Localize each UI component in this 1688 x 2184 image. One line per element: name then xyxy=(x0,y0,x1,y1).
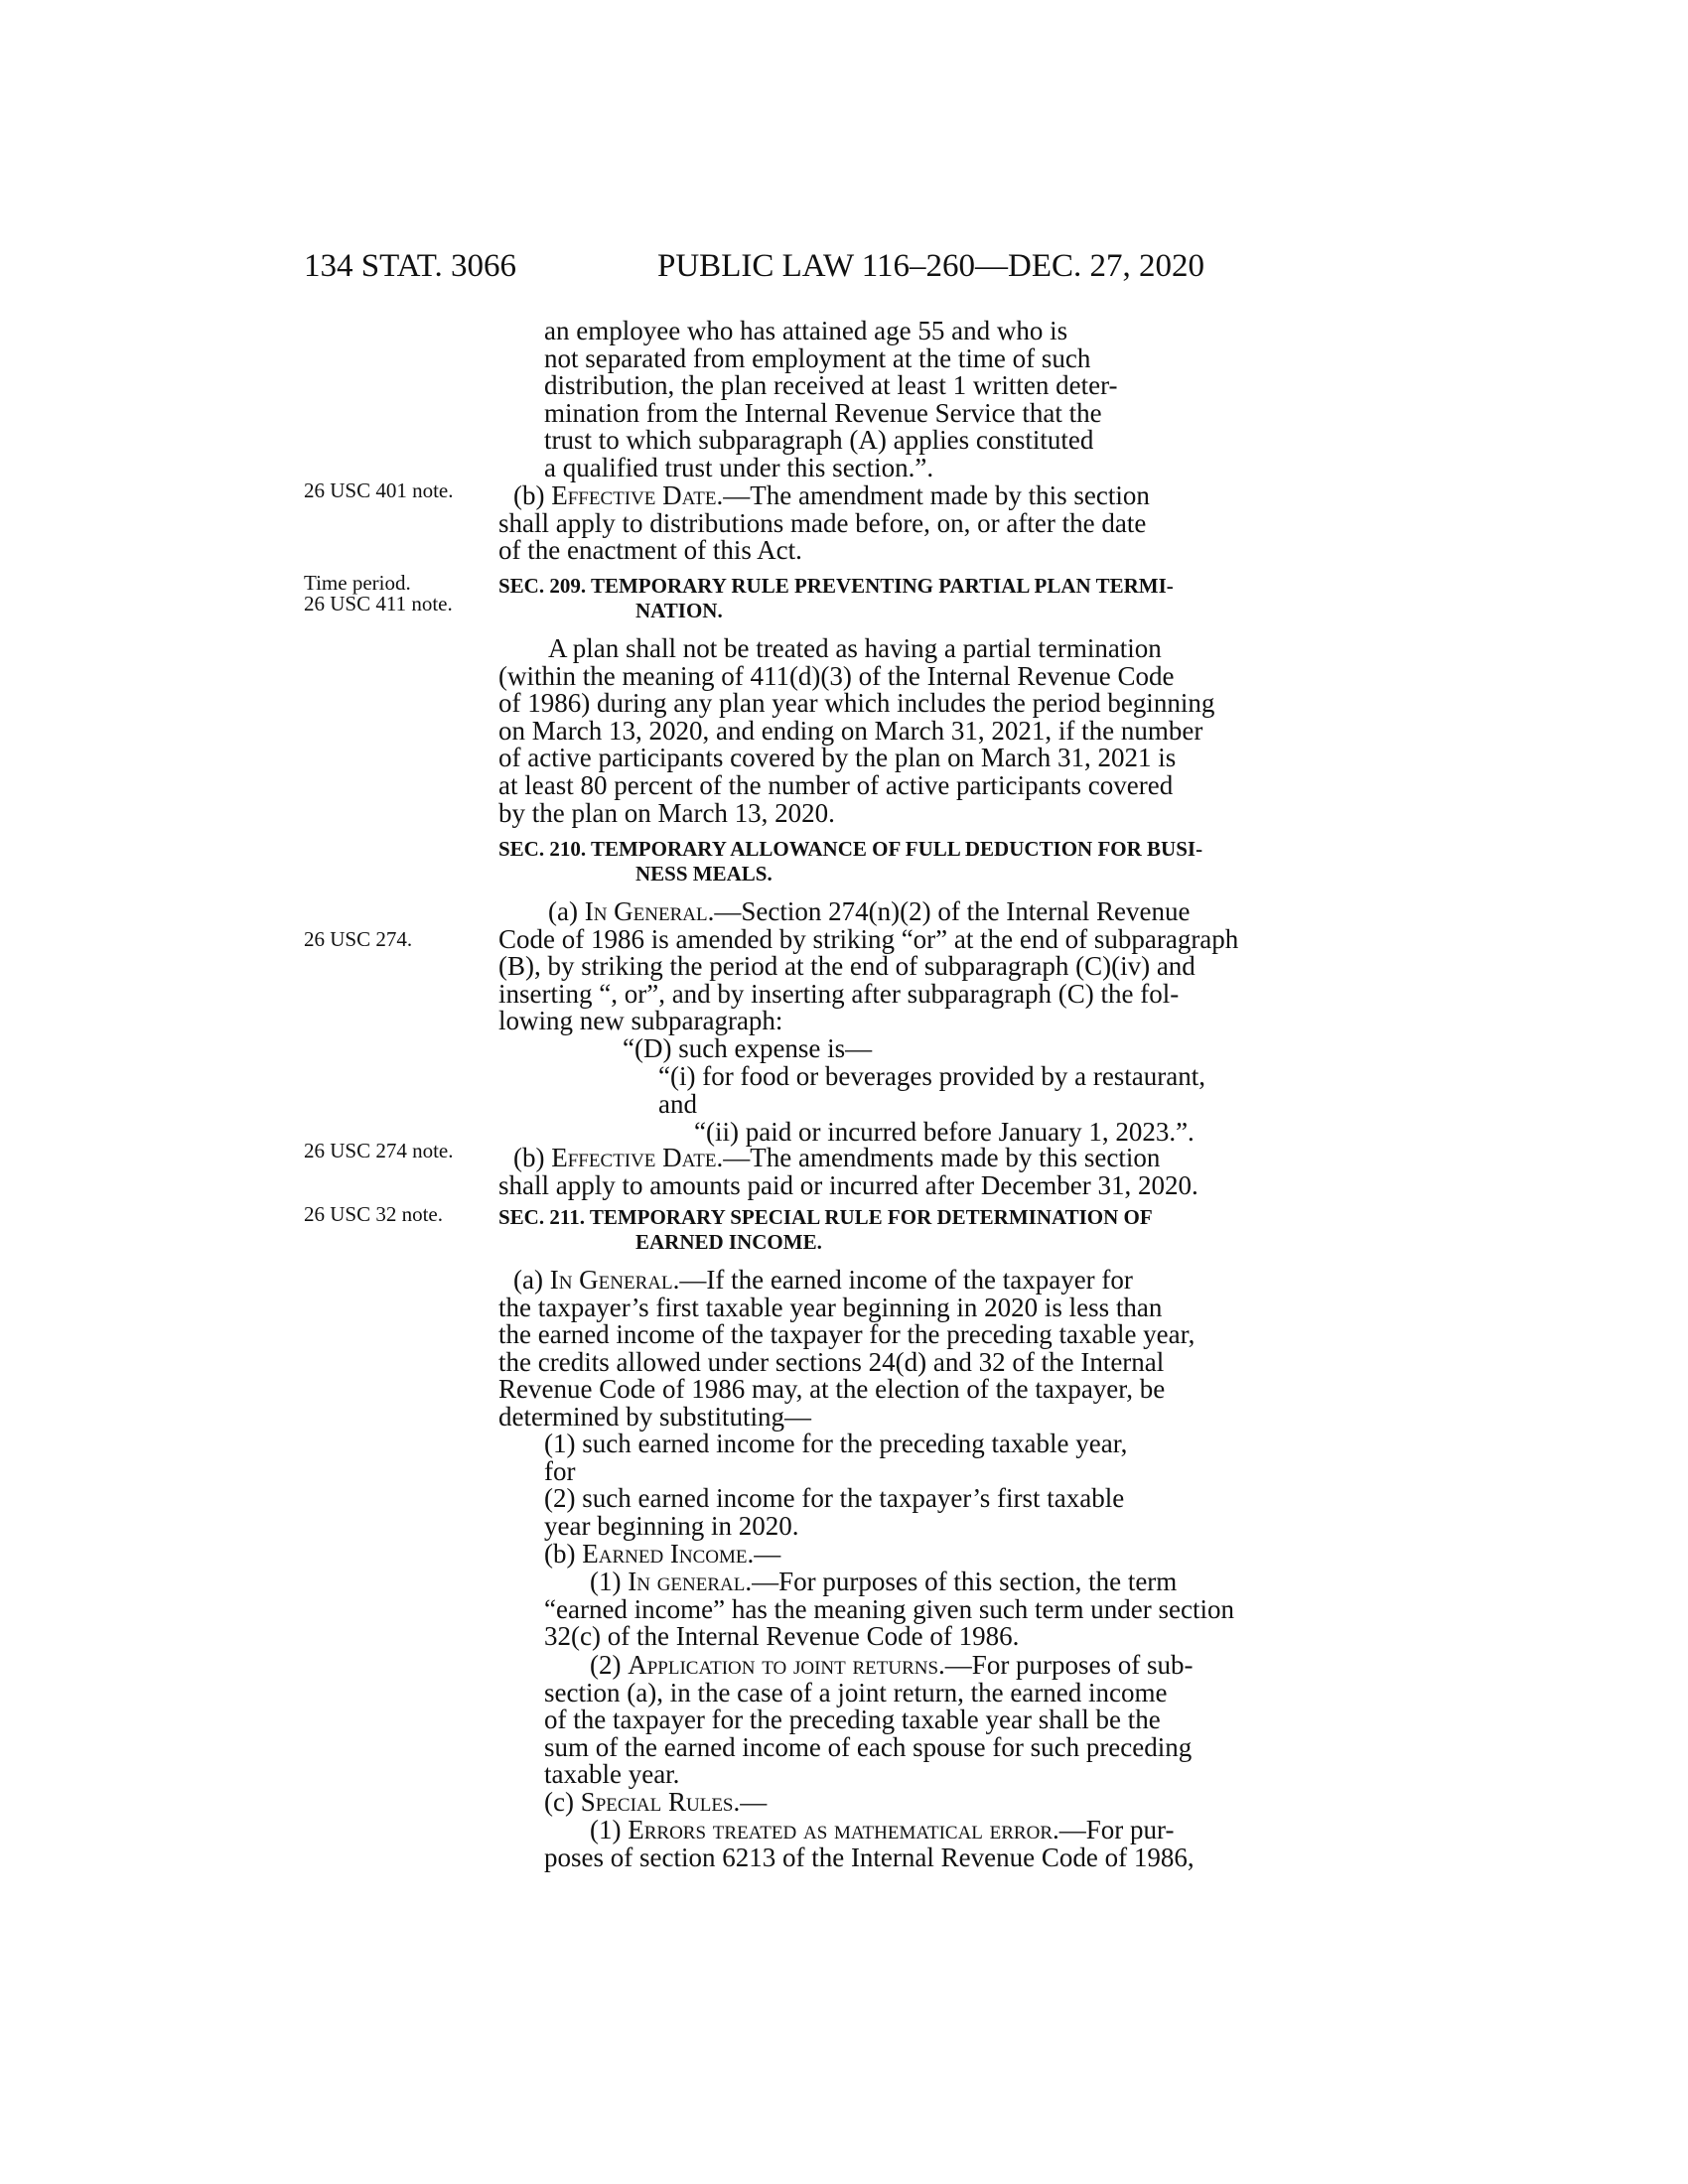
joint-returns-heading: Application to joint returns xyxy=(628,1650,939,1680)
section-211-heading: SEC. 211. TEMPORARY SPECIAL RULE FOR DETERMINATION OF EARNED INCOME. xyxy=(498,1205,1153,1254)
continuation-paragraph xyxy=(544,318,1368,482)
section-211-subsection-a: (a) In General.—If the earned income of the taxpayer for the taxpayer’s first taxable year beginning in 2020 is less than the earned income of the taxpayer for the preceding taxable year, the credits allowed under sections 24(d) and 32 of the Internal Revenue Code of 1986 may, at the election of the taxpayer, be determined by substituting— xyxy=(498,1267,1375,1432)
paragraph-2 xyxy=(544,1485,1375,1540)
effective-date-paragraph-2: (b) Effective Date.—The amendments made by this section shall apply to amounts paid or incurred after December 31, 2020. xyxy=(498,1145,1375,1199)
effective-date-paragraph-1: (b) Effective Date.—The amendment made by this section shall apply to distributions made before, on, or after the date of the enactment of this Act. xyxy=(498,482,1375,565)
text-line: determined by substituting— xyxy=(498,1401,811,1432)
section-210-heading: SEC. 210. TEMPORARY ALLOWANCE OF FULL DEDUCTION FOR BUSI- NESS MEALS. xyxy=(498,837,1203,886)
text-line: of the enactment of this Act. xyxy=(498,535,802,566)
subsection-b-paragraph-2: (2) Application to joint returns.—For purposes of sub- section (a), in the case of a joint return, the earned income of the taxpayer for the preceding taxable year shall be the sum of the earned income of each spouse for such preceding taxable year. xyxy=(544,1652,1375,1789)
text-line: the credits allowed under sections 24(d) and 32 of the Internal xyxy=(498,1346,1165,1377)
page-law-title: PUBLIC LAW 116–260—DEC. 27, 2020 xyxy=(657,248,1205,284)
clause-i xyxy=(658,1063,1375,1091)
text-line: for xyxy=(544,1455,576,1486)
margin-note-26usc274: 26 USC 274. xyxy=(304,927,413,951)
text-line: “(ii) paid or incurred before January 1, 2023.”. xyxy=(694,1117,1195,1147)
subsection-c-paragraph-1: (1) Errors treated as mathematical error.—For pur- poses of section 6213 of the Internal Revenue Code of 1986, xyxy=(544,1817,1375,1871)
earned-income-heading: Earned Income xyxy=(582,1539,748,1569)
clause-i-and xyxy=(658,1091,1375,1119)
text-line: at least 80 percent of the number of active participants covered xyxy=(498,769,1174,800)
in-general-heading: In General xyxy=(549,1265,673,1295)
text-line: (B), by striking the period at the end of subparagraph (C)(iv) and xyxy=(498,951,1196,982)
text-line: mination from the Internal Revenue Service that the xyxy=(544,397,1102,428)
errors-heading: Errors treated as mathematical error xyxy=(628,1815,1053,1844)
paragraph-1 xyxy=(544,1431,1375,1485)
text-line: (1) such earned income for the preceding taxable year, xyxy=(544,1429,1128,1458)
text-line: of the taxpayer for the preceding taxable year shall be the xyxy=(544,1705,1161,1735)
text-line: the earned income of the taxpayer for the preceding taxable year, xyxy=(498,1319,1196,1350)
subsection-c-special-rules: (c) Special Rules.— xyxy=(544,1787,768,1817)
text-line: trust to which subparagraph (A) applies constituted xyxy=(544,425,1094,456)
text-line: a qualified trust under this section.”. xyxy=(544,452,934,482)
page-stat-citation: 134 STAT. 3066 xyxy=(304,248,517,284)
effective-date-heading: Effective Date xyxy=(551,480,717,510)
in-general-heading: In general xyxy=(628,1567,746,1596)
text-line: of 1986) during any plan year which includes the period beginning xyxy=(498,688,1215,719)
margin-note-26usc411: 26 USC 411 note. xyxy=(304,592,453,615)
margin-note-26usc274-note: 26 USC 274 note. xyxy=(304,1139,454,1162)
effective-date-heading: Effective Date xyxy=(551,1143,717,1172)
section-209-heading: SEC. 209. TEMPORARY RULE PREVENTING PARTIAL PLAN TERMI- NATION. xyxy=(498,574,1174,622)
subsection-b-earned-income: (b) Earned Income.— xyxy=(544,1539,781,1569)
text-line: not separated from employment at the time of such xyxy=(544,342,1091,373)
section-209-body xyxy=(498,635,1375,827)
text-line: taxable year. xyxy=(544,1759,680,1790)
text-line: Code of 1986 is amended by striking “or” at the end of subparagraph xyxy=(498,923,1239,954)
text-line: of active participants covered by the plan on March 31, 2021 is xyxy=(498,743,1177,773)
text-line: on March 13, 2020, and ending on March 31, 2021, if the number xyxy=(498,715,1203,746)
special-rules-heading: Special Rules xyxy=(580,1787,734,1817)
text-line: by the plan on March 13, 2020. xyxy=(498,797,835,828)
text-line: shall apply to distributions made before, on, or after the date xyxy=(498,507,1147,538)
text-line: “(D) such expense is— xyxy=(623,1033,873,1063)
in-general-heading: In General xyxy=(584,896,708,926)
text-line: the taxpayer’s first taxable year beginning in 2020 is less than xyxy=(498,1292,1163,1322)
text-line: “earned income” has the meaning given such term under section xyxy=(544,1593,1234,1624)
text-line: year beginning in 2020. xyxy=(544,1510,799,1541)
text-line: 32(c) of the Internal Revenue Code of 1986. xyxy=(544,1621,1020,1652)
subparagraph-d xyxy=(623,1035,1375,1063)
text-line: inserting “, or”, and by inserting after subparagraph (C) the fol- xyxy=(498,978,1180,1009)
subsection-b-paragraph-1: (1) In general.—For purposes of this section, the term “earned income” has the meaning given such term under section 32(c) of the Internal Revenue Code of 1986. xyxy=(544,1569,1375,1651)
text-line: an employee who has attained age 55 and who is xyxy=(544,316,1068,345)
text-line: sum of the earned income of each spouse for such preceding xyxy=(544,1731,1193,1762)
text-line: distribution, the plan received at least 1 written deter- xyxy=(544,370,1118,401)
section-210-subsection-a: (a) In General.—Section 274(n)(2) of the Internal Revenue Code of 1986 is amended by striking “or” at the end of subparagraph (B), by striking the period at the end of subparagraph (C)(iv) and inserting “, or”, and by inserting after subparagraph (C) the fol- lowing new subparagraph: xyxy=(498,898,1375,1035)
text-line: (2) such earned income for the taxpayer’s first taxable xyxy=(544,1483,1125,1513)
text-line: Revenue Code of 1986 may, at the election of the taxpayer, be xyxy=(498,1374,1166,1405)
text-line: and xyxy=(658,1089,697,1119)
margin-note-time-period: Time period. xyxy=(304,571,411,595)
margin-note-26usc32: 26 USC 32 note. xyxy=(304,1202,444,1226)
text-line: lowing new subparagraph: xyxy=(498,1006,783,1036)
text-line: “(i) for food or beverages provided by a restaurant, xyxy=(658,1061,1206,1091)
text-line: A plan shall not be treated as having a partial termination xyxy=(548,633,1162,663)
text-line: section (a), in the case of a joint return, the earned income xyxy=(544,1677,1168,1707)
text-line: (within the meaning of 411(d)(3) of the Internal Revenue Code xyxy=(498,660,1175,691)
text-line: poses of section 6213 of the Internal Revenue Code of 1986, xyxy=(544,1842,1195,1872)
text-line: shall apply to amounts paid or incurred after December 31, 2020. xyxy=(498,1169,1198,1200)
margin-note-26usc401: 26 USC 401 note. xyxy=(304,478,454,502)
